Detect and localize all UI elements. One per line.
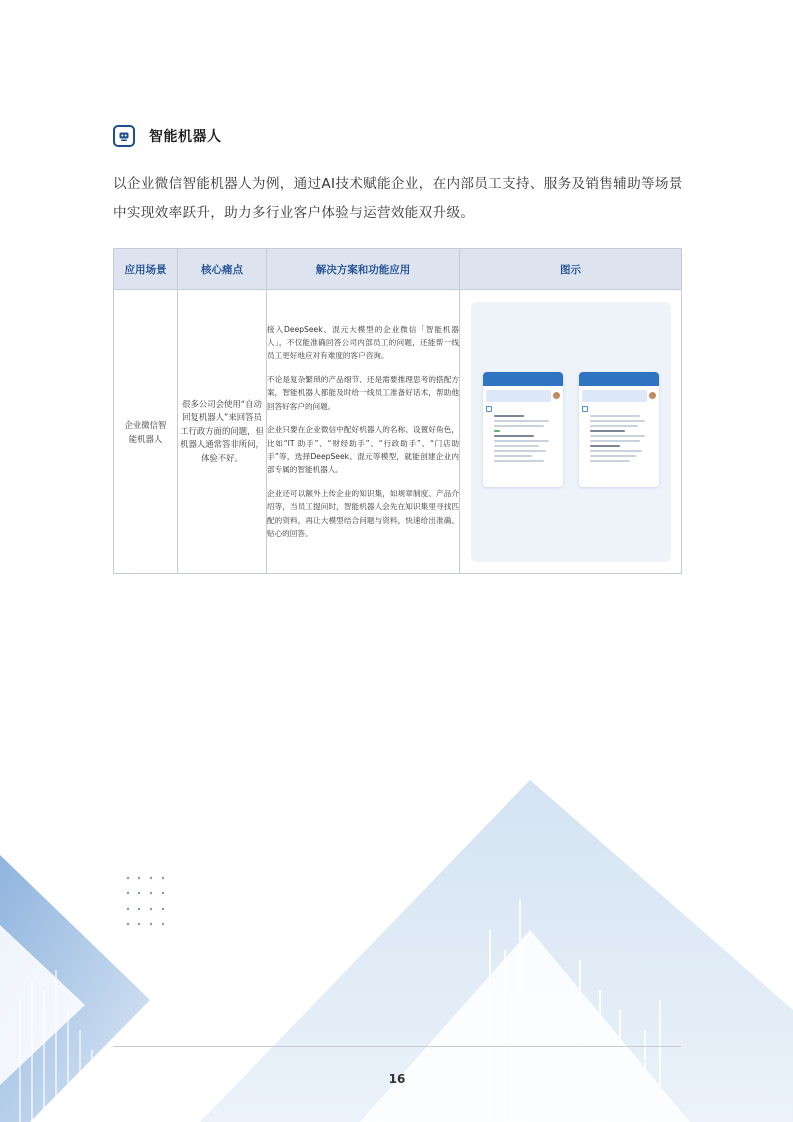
solution-paragraph: 企业只要在企业微信中配好机器人的名称、设置好角色，比如“IT 助手”、“财经助手”、“行政助手”、“门店助手”等，选择DeepSeek、混元等模型，就能创建企业内部专属的智能机器人。	[267, 425, 459, 475]
cell-pain	[178, 290, 267, 574]
header-solution: 解决方案和功能应用	[267, 249, 460, 290]
solution-paragraph: 不论是复杂繁琐的产品细节、还是需要推理思考的搭配方案，智能机器人都能及时给一线员工准备好话术，帮助他回答好客户的问题。	[267, 374, 459, 411]
intro-paragraph: 以企业微信智能机器人为例，通过AI技术赋能企业，在内部员工支持、服务及销售辅助等场景中实现效率跃升，助力多行业客户体验与运营效能双升级。	[113, 176, 683, 221]
cell-figure	[460, 290, 682, 574]
footer-divider	[113, 1046, 681, 1047]
table-row	[114, 290, 682, 574]
scene-text: 企业微信智能机器人	[124, 419, 167, 444]
header-pain: 核心痛点	[178, 249, 267, 290]
chat-header	[483, 372, 563, 386]
robot-icon	[113, 125, 135, 147]
solution-paragraph: 企业还可以额外上传企业的知识集，如规章制度、产品介绍等，当员工提问时，智能机器人会先在知识集里寻找匹配的资料，再让大模型结合问题与资料，快速给出准确、贴心的回答。	[267, 488, 459, 538]
user-message-bubble	[486, 390, 551, 402]
user-avatar	[553, 392, 560, 399]
table-header-row	[114, 249, 682, 290]
user-avatar	[649, 392, 656, 399]
scenario-table	[113, 248, 682, 574]
chat-phone-mockup	[579, 372, 659, 487]
section-title: 智能机器人	[149, 129, 222, 145]
header-figure: 图示	[460, 249, 682, 290]
chat-phone-mockup	[483, 372, 563, 487]
bot-avatar-icon	[582, 406, 588, 412]
cell-solution	[267, 290, 460, 574]
cell-scene	[114, 290, 178, 574]
pain-text: 很多公司会使用“自动回复机器人”来回答员工行政方面的问题，但机器人通常答非所问，体验不好。	[180, 398, 264, 463]
bot-avatar-icon	[486, 406, 492, 412]
chat-header	[579, 372, 659, 386]
page-number: 16	[388, 1072, 406, 1086]
header-scene: 应用场景	[114, 249, 178, 290]
chat-screenshot-figure	[471, 302, 671, 562]
solution-paragraph: 接入DeepSeek、混元大模型的企业微信「智能机器人」，不仅能准确回答公司内部员工的问题，还能帮一线员工更好地应对有难度的客户咨询。	[267, 324, 459, 361]
user-message-bubble	[582, 390, 647, 402]
section-header	[113, 125, 222, 147]
